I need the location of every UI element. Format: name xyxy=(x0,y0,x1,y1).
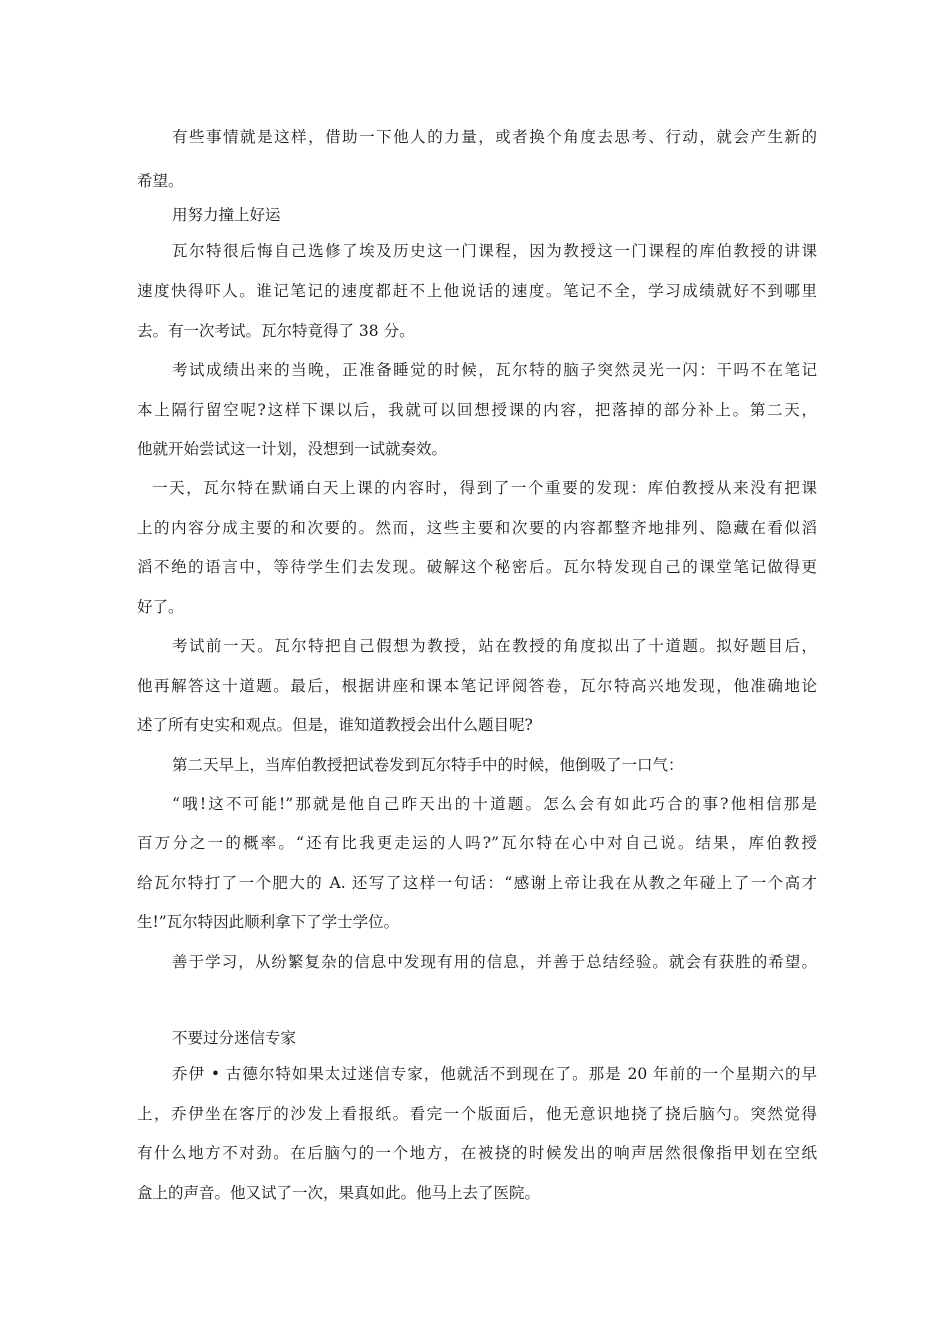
paragraph-line: 他就开始尝试这一计划，没想到一试就奏效。 xyxy=(137,440,448,458)
paragraph-line: 瓦尔特很后悔自己选修了埃及历史这一门课程，因为教授这一门课程的库伯教授的讲课 xyxy=(172,242,817,260)
paragraph-line: 去。有一次考试。瓦尔特竟得了 38 分。 xyxy=(137,322,415,340)
paragraph-line: 希望。 xyxy=(137,172,184,190)
paragraph-line: 滔不绝的语言中，等待学生们去发现。破解这个秘密后。瓦尔特发现自己的课堂笔记做得更 xyxy=(137,558,817,576)
paragraph-line: 给瓦尔特打了一个肥大的 A. 还写了这样一句话：“感谢上帝让我在从教之年碰上了一个高才 xyxy=(137,874,817,892)
paragraph-line: 考试成绩出来的当晚，正准备睡觉的时候，瓦尔特的脑子突然灵光一闪：干吗不在笔记 xyxy=(172,361,817,379)
paragraph-line: 考试前一天。瓦尔特把自己假想为教授，站在教授的角度拟出了十道题。拟好题目后， xyxy=(172,637,817,655)
section-heading: 不要过分迷信专家 xyxy=(172,1029,297,1047)
paragraph-line: 速度快得吓人。谁记笔记的速度都赶不上他说话的速度。笔记不全，学习成绩就好不到哪里 xyxy=(137,282,817,300)
paragraph-line: 善于学习，从纷繁复杂的信息中发现有用的信息，并善于总结经验。就会有获胜的希望。 xyxy=(172,953,817,971)
paragraph-line: 乔伊 • 古德尔特如果太过迷信专家，他就活不到现在了。那是 20 年前的一个星期六的早 xyxy=(172,1065,817,1083)
paragraph-line: 百万分之一的概率。“还有比我更走运的人吗?”瓦尔特在心中对自己说。结果，库伯教授 xyxy=(137,834,817,852)
paragraph-line: 有什么地方不对劲。在后脑勺的一个地方，在被挠的时候发出的响声居然很像指甲划在空纸 xyxy=(137,1144,817,1162)
paragraph-line: 述了所有史实和观点。但是，谁知道教授会出什么题目呢? xyxy=(137,716,533,734)
paragraph-line: 生!”瓦尔特因此顺利拿下了学士学位。 xyxy=(137,913,400,931)
section-heading: 用努力撞上好运 xyxy=(172,206,281,224)
paragraph-line: 一天，瓦尔特在默诵白天上课的内容时，得到了一个重要的发现：库伯教授从来没有把课 xyxy=(152,479,817,497)
paragraph-line: 第二天早上，当库伯教授把试卷发到瓦尔特手中的时候，他倒吸了一口气： xyxy=(172,756,684,774)
paragraph-line: 本上隔行留空呢?这样下课以后，我就可以回想授课的内容，把落掉的部分补上。第二天， xyxy=(137,401,817,419)
paragraph-line: 上，乔伊坐在客厅的沙发上看报纸。看完一个版面后，他无意识地挠了挠后脑勺。突然觉得 xyxy=(137,1105,817,1123)
paragraph-line: 上的内容分成主要的和次要的。然而，这些主要和次要的内容都整齐地排列、隐藏在看似滔 xyxy=(137,519,817,537)
paragraph-line: “哦!这不可能!”那就是他自己昨天出的十道题。怎么会有如此巧合的事?他相信那是 xyxy=(172,795,817,813)
paragraph-line: 盒上的声音。他又试了一次，果真如此。他马上去了医院。 xyxy=(137,1184,541,1202)
paragraph-line: 他再解答这十道题。最后，根据讲座和课本笔记评阅答卷，瓦尔特高兴地发现，他准确地论 xyxy=(137,677,817,695)
paragraph-line: 好了。 xyxy=(137,598,184,616)
paragraph-line: 有些事情就是这样，借助一下他人的力量，或者换个角度去思考、行动，就会产生新的 xyxy=(172,128,817,146)
